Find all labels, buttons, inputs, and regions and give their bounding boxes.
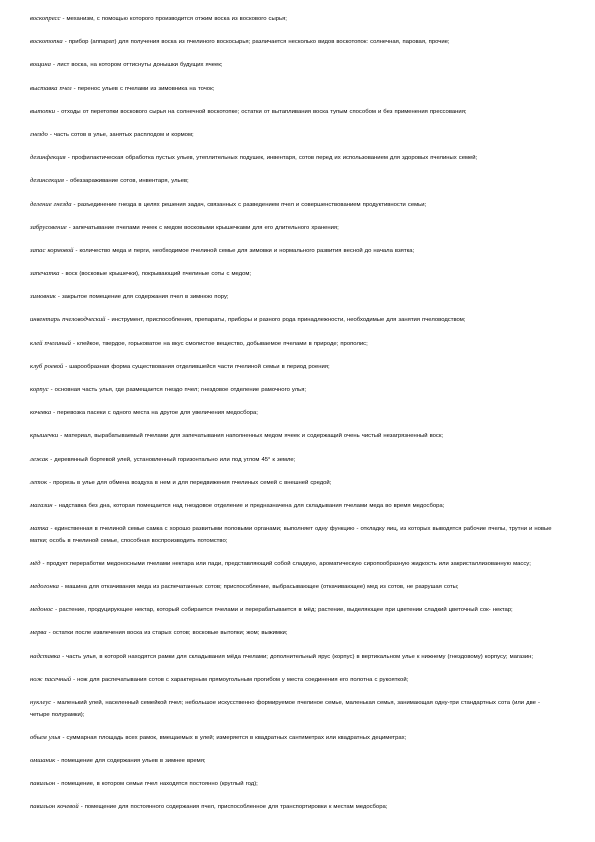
glossary-entry xyxy=(30,13,560,26)
glossary-definition: отходы от перетопки воскового сырья на солнечной воскотопке; остатки от вытапливания воска тупым способом и без применения прессования; xyxy=(61,108,467,115)
glossary-entry xyxy=(30,245,560,258)
glossary-definition: растение, продуцирующее нектар, который собирается пчелами и перерабатывается в мёд; растение, выделяющее при цветении сладкий цветочный сок- нектар; xyxy=(59,607,513,614)
glossary-definition: помещение, в котором семьи пчел находятся постоянно (круглый год); xyxy=(61,781,258,788)
glossary-term: выставка пчел xyxy=(30,84,72,92)
glossary-term: вощина xyxy=(30,61,51,69)
glossary-entry xyxy=(30,36,560,49)
glossary-term: медогонка xyxy=(30,583,59,591)
glossary-term: мерва xyxy=(30,629,47,637)
term-separator: - xyxy=(46,630,53,637)
glossary-entry xyxy=(30,430,560,443)
glossary-term: лежак xyxy=(30,455,49,463)
term-separator: - xyxy=(59,271,66,278)
glossary-term: забрусовение xyxy=(30,223,67,231)
glossary-definition: надставка без дна, которая помещается над гнездовое отделение и предназначена для складывания пчелами меда во время медосбора; xyxy=(58,502,445,509)
glossary-term: дезинфекция xyxy=(30,154,66,162)
glossary-entry xyxy=(30,500,560,513)
glossary-entry xyxy=(30,674,560,687)
glossary-term: дезинсекция xyxy=(30,177,64,185)
glossary-term: воскотопка xyxy=(30,38,63,46)
term-separator: - xyxy=(60,653,67,660)
glossary-definition: прибор (аппарат) для получения воска из пчелиного воскосырья; различается несколько видов воскотопок: солнечная, паровая, прочие; xyxy=(68,39,450,46)
glossary-entry xyxy=(30,732,560,745)
term-separator: - xyxy=(47,131,54,138)
glossary-term: клуб роевой xyxy=(30,362,64,370)
glossary-term: мёд xyxy=(30,559,41,567)
term-separator: - xyxy=(58,433,65,440)
term-separator: - xyxy=(78,804,85,811)
glossary-entry xyxy=(30,627,560,640)
glossary-definition: разъединение гнезда в целях решения задач, связанных с разведением пчел и совершенствованием продуктивности семьи; xyxy=(77,201,427,208)
glossary-entry xyxy=(30,651,560,664)
glossary-definition: маленький улей, населенный семейкой пчел; небольшое искусственно формируемое пчелиное семье, маленькая семья, занимающая одну-три стандартных сота (или две - четыре полурамки); xyxy=(30,700,540,718)
glossary-term: запечатка xyxy=(30,270,60,278)
glossary-entry xyxy=(30,175,560,188)
glossary-entry xyxy=(30,581,560,594)
glossary-entry xyxy=(30,83,560,96)
glossary-term: зимовник xyxy=(30,293,56,301)
glossary-term: кочевка xyxy=(30,409,52,417)
glossary-term: запас кормовой xyxy=(30,246,74,254)
glossary-term: медонос xyxy=(30,606,54,614)
glossary-definition: помещение для постоянного содержания пчел, приспособленное для транспортировки к местам медосбора; xyxy=(84,804,388,811)
glossary-definition: продукт переработки медоносными пчелами нектара или пади, представляющий собой сладкую, ароматическую сиропообразную жидкость или закристаллизованную массу; xyxy=(46,560,531,567)
glossary-entry xyxy=(30,407,560,420)
glossary-entry xyxy=(30,59,560,72)
glossary-definition: лист воска, на котором оттиснуты донышки будущих ячеек; xyxy=(56,62,223,69)
glossary-term: клей пчелиный xyxy=(30,339,71,347)
glossary-definition: остатки после извлечения воска из старых сотов; восковые вытопки; жом; выжимки; xyxy=(52,630,288,637)
glossary-term: омшаник xyxy=(30,757,56,764)
term-separator: - xyxy=(71,85,78,92)
glossary-definition: машина для откачивания меда из распечатанных сотов; приспособление, выбрасывающее (откачивающее) мед из сотов, не разрушая соты; xyxy=(65,584,459,591)
glossary-term: гнездо xyxy=(30,130,48,138)
glossary-definition: деревянный бортевой улей, установленный горизонтально или под углом 45° к земле; xyxy=(54,456,296,463)
glossary-entry xyxy=(30,291,560,304)
glossary-term: матка xyxy=(30,525,49,533)
glossary-entry xyxy=(30,477,560,490)
glossary-definition: количество меда и перги, необходимое пчелиной семье для зимовки и нормального развития весной до начала взятка; xyxy=(79,247,415,254)
glossary-definition: механизм, с помощью которого производится отжим воска из воскового сырья; xyxy=(66,16,287,22)
glossary-definition: закрытое помещение для содержания пчел в зимнюю пору; xyxy=(61,294,229,301)
glossary-term: нуклеус xyxy=(30,699,52,707)
term-separator: - xyxy=(55,108,62,115)
glossary-term: магазин xyxy=(30,501,53,509)
term-separator: - xyxy=(71,676,78,683)
glossary-entry xyxy=(30,314,560,327)
term-separator: - xyxy=(55,294,62,301)
glossary-entry xyxy=(30,361,560,374)
glossary-entry xyxy=(30,152,560,165)
glossary-definition: часть сотов в улье, занятых расплодом и кормом; xyxy=(53,131,194,138)
glossary-term: леток xyxy=(30,478,48,486)
glossary-entry xyxy=(30,801,560,814)
term-separator: - xyxy=(51,410,58,417)
term-separator: - xyxy=(70,340,77,347)
glossary-definition: нож для распечатывания сотов с характерным прямоугольным прогибом у места соединения его полотна с рукояткой; xyxy=(77,676,409,683)
term-separator: - xyxy=(66,224,73,231)
glossary-entry xyxy=(30,558,560,571)
term-separator: - xyxy=(55,781,62,788)
glossary-term: вытопки xyxy=(30,107,56,115)
glossary-term: корпус xyxy=(30,386,49,393)
glossary-definition: воск (восковые крышечки), покрывающий пчелиные соты с медом; xyxy=(65,271,252,278)
glossary-entry xyxy=(30,697,560,721)
glossary-definition: запечатывание пчелами ячеек с медом восковыми крышечками для его длительного хранения; xyxy=(72,224,339,231)
glossary-definition: основная часть улья, где размещается гнездо пчел; гнездовое отделение рамочного улья; xyxy=(54,387,307,393)
glossary-entry xyxy=(30,268,560,281)
term-separator: - xyxy=(60,734,67,741)
glossary-entry xyxy=(30,338,560,351)
glossary-entry xyxy=(30,755,560,768)
glossary-term: деление гнезда xyxy=(30,200,72,208)
glossary-entry xyxy=(30,106,560,119)
glossary-definition: единственная в пчелиной семье самка с хорошо развитыми половыми органами; выполняет одну функцию - откладку яиц, из которых выводятся рабочие пчелы, трутни и новые матки; особь в пчелиной семье, способная воспроизводить потомство; xyxy=(30,526,552,544)
glossary-term: воскопресс xyxy=(30,15,61,22)
glossary-definition: перевозка пасеки с одного места на другое для увеличения медосбора; xyxy=(57,410,258,417)
term-separator: - xyxy=(40,560,47,567)
glossary-term: крышечки xyxy=(30,432,59,440)
term-separator: - xyxy=(48,387,55,393)
glossary-entry xyxy=(30,778,560,791)
term-separator: - xyxy=(60,16,67,22)
glossary-entry xyxy=(30,222,560,235)
term-separator: - xyxy=(105,317,112,324)
glossary-definition: инструмент, приспособления, препараты, приборы и разного рода принадлежности, необходимые для занятия пчеловодством; xyxy=(111,317,466,324)
glossary-definition: материал, вырабатываемый пчелами для запечатывания наполненных медом ячеек и содержащий очень чистый незагрязненный воск; xyxy=(64,433,444,440)
term-separator: - xyxy=(63,363,70,370)
term-separator: - xyxy=(50,62,57,69)
glossary-definition: часть улья, в которой находятся рамки для складывания мёда пчелами; дополнительный ярус (корпус) в вертикальном улье к нижнему (гнездовому) корпусу; магазин; xyxy=(66,653,534,660)
glossary-term: павильон xyxy=(30,780,56,788)
term-separator: - xyxy=(51,700,58,707)
term-separator: - xyxy=(63,178,70,185)
glossary-definition: прорезь в улье для обмена воздуха в нем и для передвижения пчелиных семей с внешней средой; xyxy=(53,479,332,486)
term-separator: - xyxy=(71,201,78,208)
term-separator: - xyxy=(47,479,54,486)
glossary-definition: помещение для содержания ульев в зимнее время; xyxy=(61,758,206,764)
glossary-list xyxy=(30,13,560,825)
glossary-definition: клейкое, твердое, горьковатое на вкус смолистое вещество, добываемое пчелами в природе; прополис; xyxy=(77,340,368,347)
glossary-definition: перенос ульев с пчелами из зимовника на точок; xyxy=(77,85,215,92)
glossary-definition: профилактическая обработка пустых ульев, утеплительных подушек, инвентаря, сотов перед их использованием для здоровых пчелиных семей; xyxy=(71,155,478,162)
term-separator: - xyxy=(55,758,62,764)
glossary-entry xyxy=(30,523,560,547)
term-separator: - xyxy=(58,584,66,591)
term-separator: - xyxy=(52,502,59,509)
glossary-term: нож пасечный xyxy=(30,675,72,683)
glossary-entry xyxy=(30,454,560,467)
glossary-definition: обеззараживание сотов, инвентаря, ульев; xyxy=(69,178,189,185)
glossary-term: инвентарь пчеловодческий xyxy=(30,316,106,324)
term-separator: - xyxy=(65,155,72,162)
glossary-definition: суммарная площадь всех рамок, вмещаемых в улей; измеряется в квадратных сантиметрах или квадратных дециметрах; xyxy=(66,734,407,741)
glossary-entry xyxy=(30,384,560,397)
term-separator: - xyxy=(62,39,69,46)
glossary-entry xyxy=(30,129,560,142)
term-separator: - xyxy=(48,526,55,533)
glossary-term: объем улья xyxy=(30,733,61,741)
term-separator: - xyxy=(73,247,80,254)
glossary-term: павильон кочевой xyxy=(30,803,79,811)
glossary-entry xyxy=(30,199,560,212)
term-separator: - xyxy=(53,607,60,614)
glossary-definition: шарообразная форма существования отделившейся части пчелиной семьи в период роения; xyxy=(69,363,330,370)
glossary-entry xyxy=(30,604,560,617)
glossary-term: надставка xyxy=(30,652,61,660)
term-separator: - xyxy=(48,456,55,463)
